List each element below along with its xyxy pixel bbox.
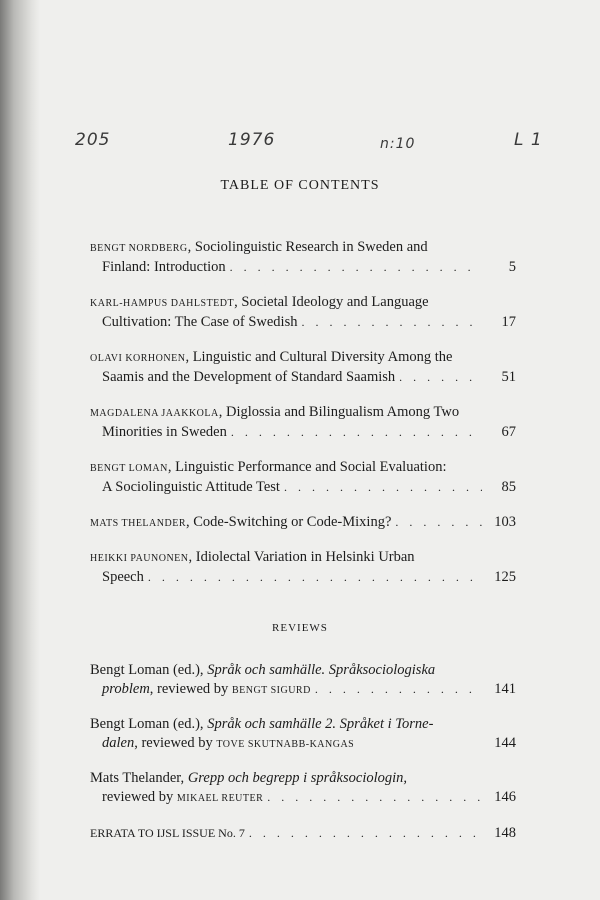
entry-page: 146: [494, 789, 516, 805]
entry-page: 85: [501, 479, 516, 495]
entry-title-line2: Speech: [102, 569, 144, 585]
reviewer-name: MIKAEL REUTER: [176, 793, 264, 804]
review-book-title-line1: Språk och samhälle 2. Språket i Torne-: [207, 716, 434, 732]
review-book-title-line1: Språk och samhälle. Språksociologiska: [207, 662, 436, 678]
handwritten-note-right: L 1: [514, 130, 543, 150]
entry-title-line1: Idiolectal Variation in Helsinki Urban: [195, 549, 415, 565]
toc-entry: OLAVI KORHONEN, Linguistic and Cultural Diversity Among the Saamis and the Development of Standard Saamish . . . 51: [90, 348, 486, 387]
entry-title-line1: Diglossia and Bilingualism Among Two: [225, 404, 460, 420]
reviews-heading: REVIEWS: [272, 622, 328, 634]
page-title: TABLE OF CONTENTS: [220, 178, 380, 193]
entry-author: BENGT NORDBERG: [90, 243, 188, 254]
toc-entry: MAGDALENA JAAKKOLA, Diglossia and Bilingualism Among Two Minorities in Sweden . . . 67: [90, 403, 486, 442]
leader-dots: [148, 568, 482, 587]
review-author: Bengt Loman (ed.),: [90, 662, 204, 678]
reviewed-by-label: , reviewed by: [149, 681, 229, 697]
toc-entry: HEIKKI PAUNONEN, Idiolectal Variation in Helsinki Urban Speech . . . 125: [90, 548, 486, 587]
handwritten-year: 1976: [228, 130, 276, 150]
entry-title-line1: Code-Switching or Code-Mixing?: [193, 514, 392, 530]
toc-entry: KARL-HAMPUS DAHLSTEDT, Societal Ideology and Language Cultivation: The Case of Swedish . . . 17: [90, 293, 486, 332]
leader-dots: [231, 423, 482, 442]
errata-entry: [90, 824, 516, 843]
entry-title-line1: Linguistic Performance and Social Evaluation:: [175, 459, 447, 475]
entry-page: 5: [508, 259, 516, 275]
entry-page: 141: [494, 681, 516, 697]
entry-page: 144: [494, 735, 516, 751]
review-author: Bengt Loman (ed.),: [90, 716, 204, 732]
entry-author: MATS THELANDER: [90, 518, 186, 529]
toc-entry: BENGT NORDBERG, Sociolinguistic Research in Sweden and Finland: Introduction . . . 5: [90, 238, 486, 277]
entry-title-line1: Sociolinguistic Research in Sweden and: [194, 239, 428, 255]
leader-dots: [301, 313, 482, 332]
entry-page: 51: [501, 369, 516, 385]
leader-dots: [284, 478, 482, 497]
entry-page: 148: [494, 825, 516, 841]
entry-title-line2: Saamis and the Development of Standard Saamish: [102, 369, 396, 385]
entry-title-line1: Linguistic and Cultural Diversity Among the: [192, 349, 453, 365]
toc-entry: MATS THELANDER , Code-Switching or Code-Mixing? . . . 103: [90, 513, 486, 533]
review-entry: [90, 661, 516, 700]
entry-title-line1: Societal Ideology and Language: [241, 294, 429, 310]
review-author: Mats Thelander,: [90, 770, 185, 786]
leader-dots: [395, 513, 482, 532]
entry-title-line2: Cultivation: The Case of Swedish: [102, 314, 298, 330]
reviewed-by-label: reviewed by: [102, 789, 174, 805]
review-book-title-line2: problem: [102, 681, 150, 697]
reviewed-by-label: , reviewed by: [134, 735, 213, 751]
entry-author: OLAVI KORHONEN: [90, 353, 186, 364]
entry-page: 67: [501, 424, 516, 440]
review-entry: [90, 715, 516, 754]
handwritten-note-left: 205: [75, 130, 111, 150]
entry-page: 17: [501, 314, 516, 330]
entry-title-line2: Minorities in Sweden: [102, 424, 227, 440]
entry-page: 103: [494, 514, 516, 530]
entry-author: HEIKKI PAUNONEN: [90, 553, 189, 564]
leader-dots: [230, 258, 482, 277]
leader-dots: [267, 788, 482, 807]
review-entry: [90, 769, 516, 808]
page-gutter-shadow: [0, 0, 40, 900]
handwritten-number: n:10: [380, 136, 416, 152]
reviewer-name: BENGT SIGURD: [231, 685, 311, 696]
entry-author: BENGT LOMAN: [90, 463, 168, 474]
leader-dots: [315, 680, 482, 699]
review-book-title-line1: Grepp och begrepp i språksociologin,: [187, 770, 408, 786]
review-book-title-line2: dalen: [102, 735, 135, 751]
entry-page: 125: [494, 569, 516, 585]
toc-entry: BENGT LOMAN, Linguistic Performance and Social Evaluation: A Sociolinguistic Attitude Test . . . 85: [90, 458, 486, 497]
entry-author: MAGDALENA JAAKKOLA: [90, 408, 219, 419]
leader-dots: [249, 824, 482, 843]
reviewer-name: TOVE SKUTNABB-KANGAS: [216, 739, 355, 750]
errata-label: ERRATA TO IJSL ISSUE No. 7: [90, 826, 245, 840]
entry-author: KARL-HAMPUS DAHLSTEDT: [90, 298, 235, 309]
entry-title-line2: A Sociolinguistic Attitude Test: [102, 479, 280, 495]
leader-dots: [399, 368, 482, 387]
entry-title-line2: Finland: Introduction: [102, 259, 226, 275]
